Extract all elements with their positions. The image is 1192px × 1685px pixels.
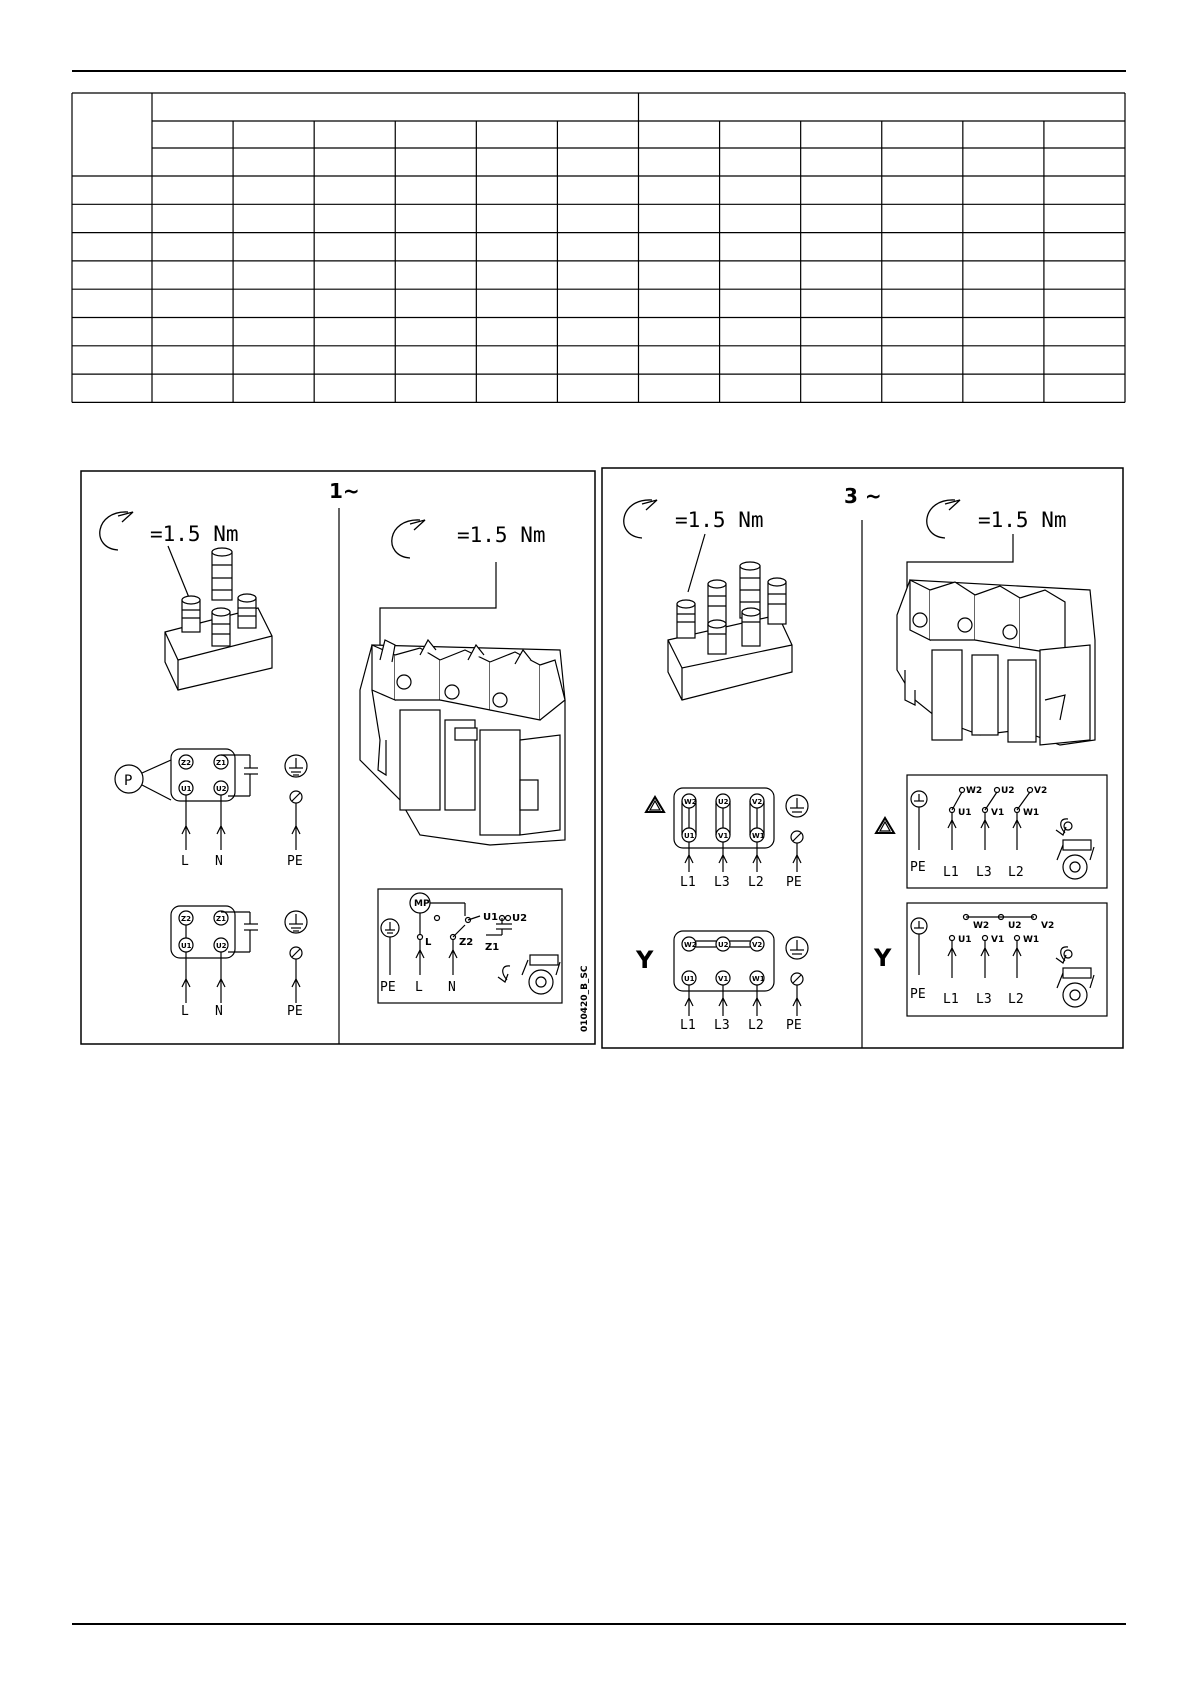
supply-label-pe: PE [287,854,303,869]
star-symbol: Y [636,946,654,974]
supply-label-l2: L2 [748,1018,764,1033]
supply-label-l: L [181,854,189,869]
switch-label-w1: W1 [1023,935,1040,945]
terminal-u2: U2 [216,785,227,793]
torque-arrow-icon [392,520,425,558]
pump-symbol: P [124,773,133,789]
terminal-z1: Z1 [216,759,226,767]
switch-label-w2: W2 [966,786,983,796]
switch-label-w1: W1 [1023,808,1040,818]
supply-label-l: L [181,1004,189,1019]
terminal-u2: U2 [216,942,227,950]
switch-label-u2: U2 [1008,921,1022,931]
terminal-u1: U1 [684,975,695,983]
switch-terminal-z2: Z2 [459,937,474,948]
switch-label-n: N [448,980,456,995]
switch-supply-l1: L1 [943,992,959,1007]
terminal-v1: V1 [718,975,729,983]
switch-label-w2: W2 [973,921,990,931]
three-phase-panel [602,468,1123,1048]
terminal-v1: V1 [718,832,729,840]
drawing-code: 010420_B_SC [580,965,590,1032]
single-phase-schematic-1 [115,749,307,850]
supply-label-l3: L3 [714,875,730,890]
terminal-z1: Z1 [216,915,226,923]
terminal-z2: Z2 [181,915,191,923]
single-phase-schematic-2 [171,906,307,1003]
switch-label-v1: V1 [991,808,1005,818]
terminal-w2: W2 [684,941,697,949]
terminal-w2: W2 [684,798,697,806]
spec-table [72,93,1125,402]
switch-supply-l3: L3 [976,992,992,1007]
switch-block-drawing [897,580,1095,745]
switch-supply-pe: PE [910,860,926,875]
terminal-v2: V2 [752,941,763,949]
terminal-z2: Z2 [181,759,191,767]
star-symbol: Y [874,944,892,972]
switch-label-v2: V2 [1041,921,1055,931]
supply-label-pe: PE [786,1018,802,1033]
terminal-block-drawing [165,548,272,690]
torque-arrow-icon [927,500,960,538]
switch-block-drawing [360,640,565,845]
switch-label-u2: U2 [1001,786,1015,796]
single-phase-panel [81,471,595,1044]
supply-label-n: N [215,854,223,869]
terminal-u2: U2 [718,941,729,949]
switch-supply-l2: L2 [1008,992,1024,1007]
star-switch-schematic [907,903,1107,1016]
three-phase-title: 3 ~ [844,484,882,508]
switch-supply-l2: L2 [1008,865,1024,880]
switch-terminal-l: L [425,937,432,948]
delta-symbol: Δ [646,812,647,813]
switch-supply-l1: L1 [943,865,959,880]
torque-arrow-icon [624,500,657,538]
terminal-v2: V2 [752,798,763,806]
supply-label-pe: PE [287,1004,303,1019]
supply-label-l2: L2 [748,875,764,890]
supply-label-l1: L1 [680,1018,696,1033]
torque-label: =1.5 Nm [978,508,1067,532]
supply-label-n: N [215,1004,223,1019]
supply-label-l3: L3 [714,1018,730,1033]
switch-label-pe: PE [380,980,396,995]
switch-label-u1: U1 [958,935,972,945]
switch-terminal-u1: U1 [483,912,499,923]
terminal-u2: U2 [718,798,729,806]
supply-label-l1: L1 [680,875,696,890]
terminal-u1: U1 [684,832,695,840]
terminal-u1: U1 [181,942,192,950]
switch-terminal-mp: MP [414,899,430,909]
switch-label-u1: U1 [958,808,972,818]
switch-terminal-z1: Z1 [485,942,500,953]
switch-supply-l3: L3 [976,865,992,880]
switch-supply-pe: PE [910,987,926,1002]
terminal-w1: W1 [752,832,765,840]
torque-label: =1.5 Nm [675,508,764,532]
switch-label-v2: V2 [1034,786,1048,796]
switch-terminal-u2: U2 [512,913,528,924]
switch-label-l: L [415,980,423,995]
switch-label-v1: V1 [991,935,1005,945]
supply-label-pe: PE [786,875,802,890]
terminal-block-drawing [668,562,792,700]
torque-arrow-icon [100,512,133,550]
terminal-w1: W1 [752,975,765,983]
terminal-u1: U1 [181,785,192,793]
delta-symbol: Δ [876,833,877,834]
single-phase-title: 1~ [329,479,360,503]
torque-label: =1.5 Nm [150,522,239,546]
torque-label: =1.5 Nm [457,523,546,547]
